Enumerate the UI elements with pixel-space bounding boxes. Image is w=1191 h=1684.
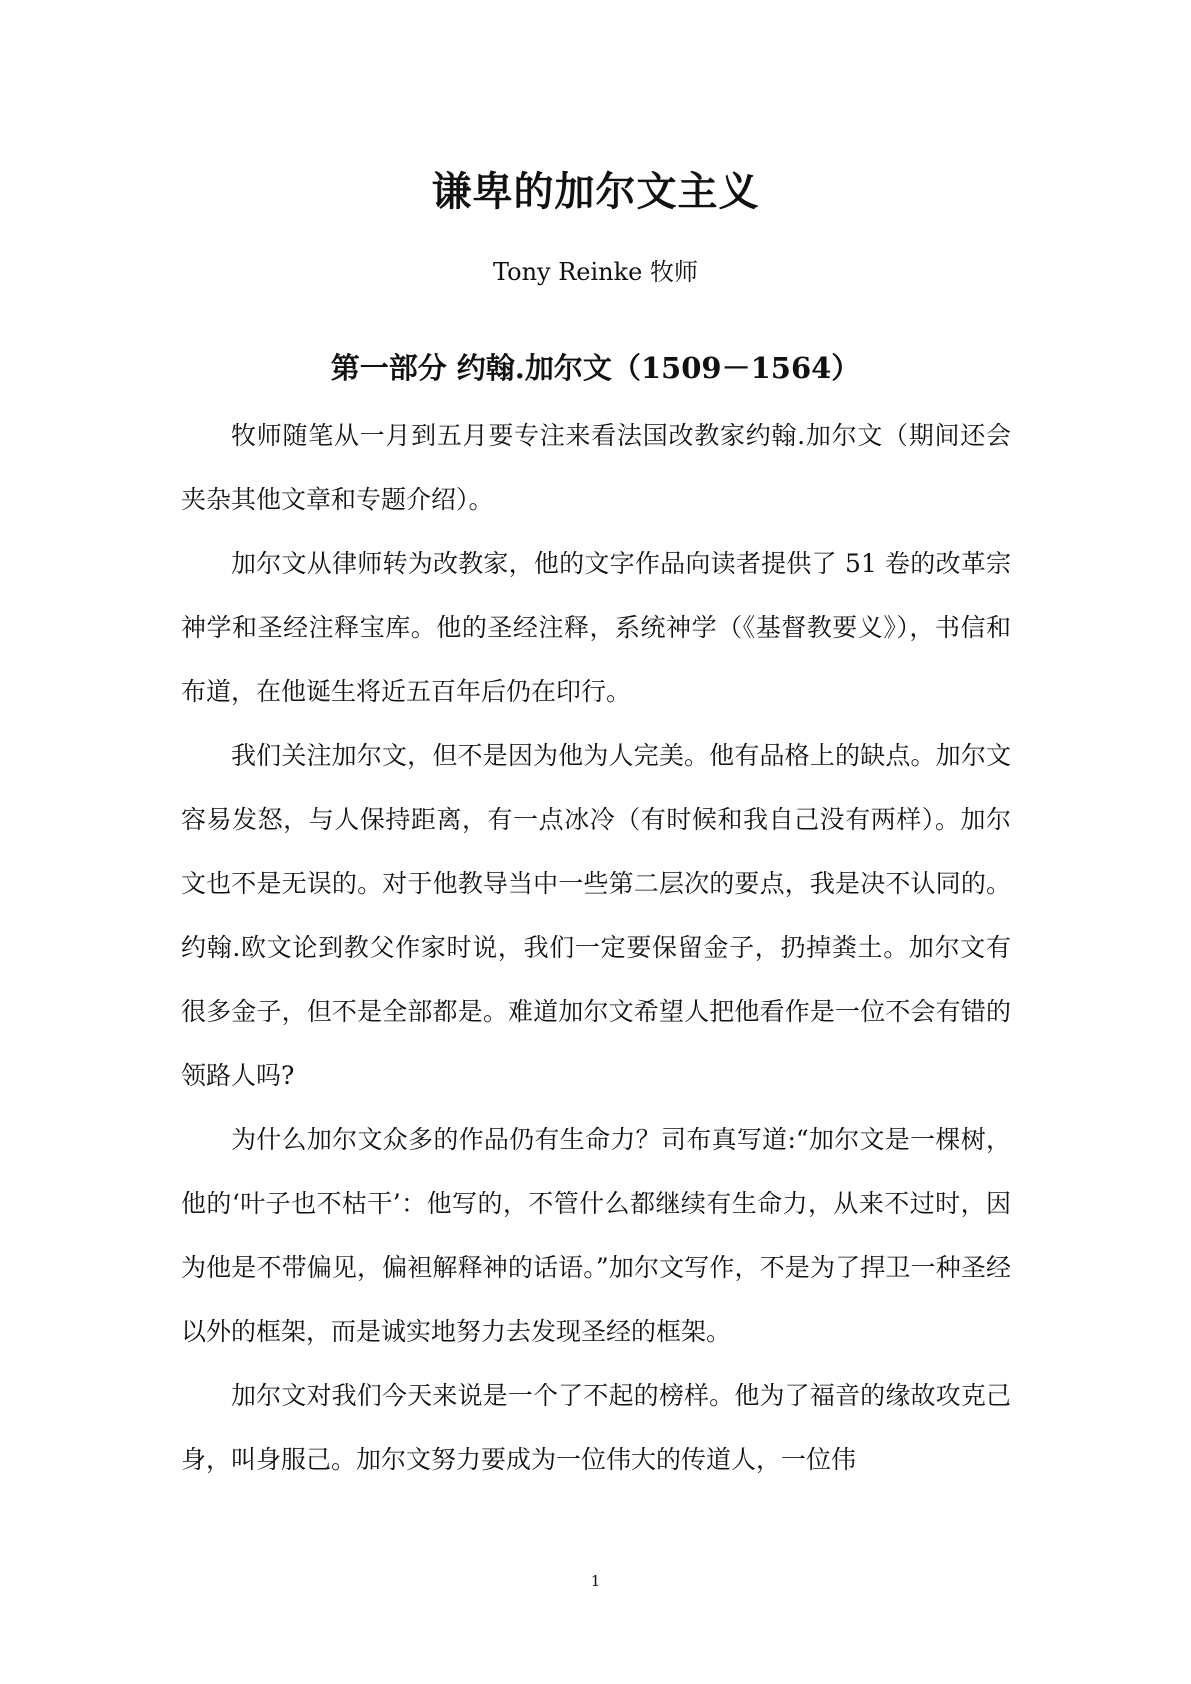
paragraph: 加尔文从律师转为改教家，他的文字作品向读者提供了 51 卷的改革宗神学和圣经注释宝库。他的圣经注释，系统神学（《基督教要义》），书信和布道，在他诞生将近五百年后仍在印行。 (181, 549, 1011, 706)
section-heading: 第一部分 约翰.加尔文（1509－1564） (330, 351, 861, 385)
document-title: 谦卑的加尔文主义 (431, 168, 760, 215)
paragraph: 牧师随笔从一月到五月要专注来看法国改教家约翰.加尔文（期间还会夹杂其他文章和专题介绍）。 (181, 421, 1011, 514)
paragraph: 为什么加尔文众多的作品仍有生命力？司布真写道:“加尔文是一棵树，他的‘叶子也不枯干’：他写的，不管什么都继续有生命力，从来不过时，因为他是不带偏见，偏袒解释神的话语。”加尔文写作，不是为了捍卫一种圣经以外的框架，而是诚实地努力去发现圣经的框架。 (181, 1125, 1011, 1346)
page-number: 1 (590, 1572, 601, 1590)
author-line: Tony Reinke 牧师 (492, 258, 699, 286)
paragraph: 我们关注加尔文，但不是因为他为人完美。他有品格上的缺点。加尔文容易发怒，与人保持距离，有一点冰冷（有时候和我自己没有两样）。加尔文也不是无误的。对于他教导当中一些第二层次的要点，我是决不认同的。约翰.欧文论到教父作家时说，我们一定要保留金子，扔掉粪土。加尔文有很多金子，但不是全部都是。难道加尔文希望人把他看作是一位不会有错的领路人吗? (181, 741, 1011, 1090)
body-text (181, 404, 1011, 1492)
paragraph: 加尔文对我们今天来说是一个了不起的榜样。他为了福音的缘故攻克己身，叫身服己。加尔文努力要成为一位伟大的传道人，一位伟 (181, 1381, 1011, 1474)
